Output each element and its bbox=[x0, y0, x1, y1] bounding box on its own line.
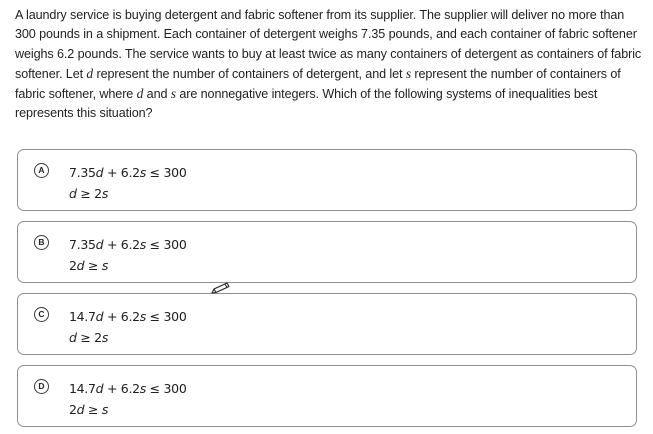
choice-letter-b: B bbox=[34, 235, 49, 250]
choice-a-inequality-1: 7.35d + 6.2s ≤ 300 bbox=[69, 165, 187, 180]
question-text bbox=[15, 6, 643, 124]
answer-choice-a[interactable] bbox=[17, 149, 637, 211]
choice-a-inequality-2: d ≥ 2s bbox=[69, 186, 109, 201]
variable-d: d bbox=[136, 86, 144, 102]
question-part: and bbox=[143, 87, 171, 102]
question-part: represent the number of containers of detergent, and let bbox=[93, 66, 406, 81]
variable-s: s bbox=[405, 65, 411, 81]
choice-b-inequality-2: 2d ≥ s bbox=[69, 258, 109, 273]
choice-c-inequality-2: d ≥ 2s bbox=[69, 330, 109, 345]
choice-c-inequality-1: 14.7d + 6.2s ≤ 300 bbox=[69, 309, 187, 324]
variable-s: s bbox=[170, 86, 176, 102]
variable-d: d bbox=[86, 65, 94, 81]
choice-letter-c: C bbox=[34, 307, 49, 322]
question-part: are nonnegative integers. Which of the following systems of inequalities best represents this situation? bbox=[15, 87, 598, 121]
answer-choice-c[interactable] bbox=[17, 293, 637, 355]
choice-d-inequality-1: 14.7d + 6.2s ≤ 300 bbox=[69, 381, 187, 396]
choice-letter-d: D bbox=[34, 379, 49, 394]
question-part: A laundry service is buying detergent and fabric softener from its supplier. The supplier will deliver no more than 300 pounds in a shipment. Each container of detergent weighs 7.35 pounds, and each container of fabric softener weighs 6.2 pounds. The service wants to buy at least twice as many containers of detergent as containers of fabric softener. Let bbox=[15, 8, 642, 81]
question-part: represent the number of containers of fabric softener, where bbox=[15, 66, 621, 102]
answer-choice-d[interactable] bbox=[17, 365, 637, 427]
choice-b-inequality-1: 7.35d + 6.2s ≤ 300 bbox=[69, 237, 187, 252]
choice-letter-a: A bbox=[34, 163, 49, 178]
pencil-cursor-icon bbox=[211, 282, 231, 294]
answer-choice-b[interactable] bbox=[17, 221, 637, 283]
choice-d-inequality-2: 2d ≥ s bbox=[69, 402, 109, 417]
